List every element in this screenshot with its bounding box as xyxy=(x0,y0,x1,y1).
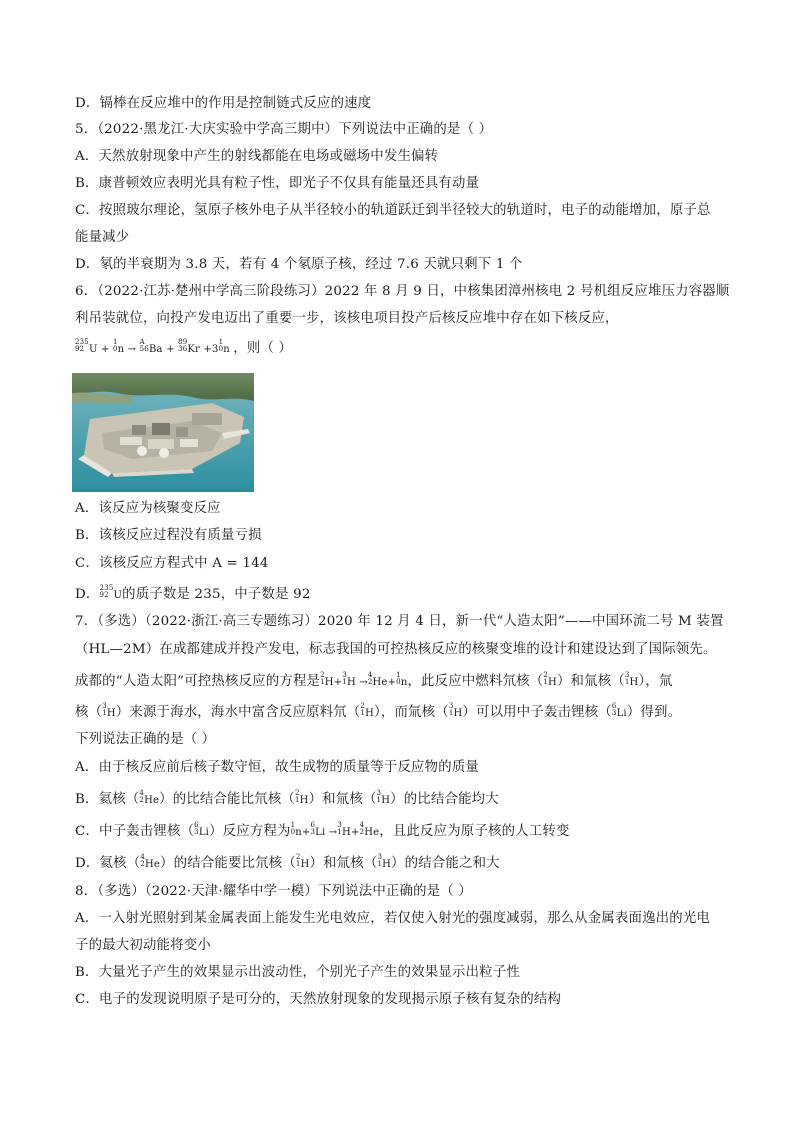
q8-option-a-line1[interactable]: A．一入射光照射到某金属表面上能发生光电效应，若仅使入射光的强度减弱，那么从金属表面逸出的光电 xyxy=(75,911,711,926)
q5-option-c-line1[interactable]: C．按照玻尔理论，氢原子核外电子从半径较小的轨道跃迁到半径较大的轨道时，电子的动能增加，原子总 xyxy=(75,203,711,218)
q7-stem-line3: 成都的“人造太阳”可控热核反应的方程是 2 1 H+ 3 1 H → 4 2 He+ 1 0 n，此反应中燃料氘核（ 2 1 H）和氚核（ 3 1 H），氚 xyxy=(75,671,673,689)
q5-option-c-line2[interactable]: 能量减少 xyxy=(75,230,130,245)
q6-option-b[interactable]: B．该核反应过程没有质量亏损 xyxy=(75,528,262,543)
q7-stem-line4: 核（ 3 1 H）来源于海水，海水中富含反应原料氘（ 2 1 H），而氚核（ 3 1 H）可以用中子轰击锂核（ 6 3 Li）得到。 xyxy=(75,702,682,720)
isotope-index: 235 92 xyxy=(75,338,89,353)
q7-option-a[interactable]: A．由于核反应前后核子数守恒，故生成物的质量等于反应物的质量 xyxy=(75,760,479,775)
fission-equation: 235 92 U + 1 0 n → A 56 Ba + 89 36 Kr +3 1 0 n xyxy=(75,338,230,355)
q6-option-d[interactable]: D． 235 92 U的质子数是 235，中子数是 92 xyxy=(75,584,311,602)
q7-option-d[interactable]: D．氦核（ 4 2 He）的结合能要比氘核（ 2 1 H）和氚核（ 3 1 H）的结合能之和大 xyxy=(75,853,500,871)
q8-option-b[interactable]: B．大量光子产生的效果显示出波动性，个别光子产生的效果显示出粒子性 xyxy=(75,965,520,980)
isotope-index: 235 92 xyxy=(99,584,114,599)
isotope-index: 89 36 xyxy=(178,338,188,353)
q5-stem: 5．（2022·黑龙江·大庆实验中学高三期中）下列说法中正确的是（ ） xyxy=(75,122,493,137)
q7-stem-line2: （HL—2M）在成都建成并投产发电，标志我国的可控热核反应的核聚变堆的设计和建设达到了国际领先。 xyxy=(75,642,717,657)
q6-stem-line2: 利吊装就位，向投产发电迈出了重要一步，该核电项目投产后核反应堆中存在如下核反应， xyxy=(75,311,619,326)
q7-option-b[interactable]: B．氦核（ 4 2 He）的比结合能比氘核（ 2 1 H）和氚核（ 3 1 H）的比结合能均大 xyxy=(75,789,499,807)
neutron-lithium-equation: 1 0 n+ 6 3 Li → 3 1 H+ 4 2 He xyxy=(290,821,380,838)
q7-stem-line1: 7．（多选）（2022·浙江·高三专题练习）2020 年 12 月 4 日，新一代“人造太阳”——中国环流二号 M 装置 xyxy=(75,614,724,629)
q6-option-a[interactable]: A．该反应为核聚变反应 xyxy=(75,501,221,516)
fusion-equation: 2 1 H+ 3 1 H → 4 2 He+ 1 0 n xyxy=(320,671,408,688)
q8-stem: 8．（多选）（2022·天津·耀华中学一模）下列说法中正确的是（ ） xyxy=(75,884,472,899)
q7-option-c[interactable]: C．中子轰击锂核（ 6 3 Li）反应方程为 1 0 n+ 6 3 Li → 3 1 H+ 4 2 He，且此反应为原子核的人工转变 xyxy=(75,821,570,839)
nuclear-plant-photo xyxy=(72,373,254,492)
q6-stem-line1: 6．（2022·江苏·楚州中学高三阶段练习）2022 年 8 月 9 日，中核集团漳州核电 2 号机组反应堆压力容器顺 xyxy=(75,284,730,299)
q6-equation-line xyxy=(75,339,292,359)
q6-stem-tail: ，则（ ） xyxy=(233,341,293,356)
nuclear-plant-aerial-photo-icon xyxy=(72,373,254,492)
q6-option-c[interactable]: C．该核反应方程式中 A = 144 xyxy=(75,556,269,571)
q5-option-b[interactable]: B．康普顿效应表明光具有粒子性，即光子不仅具有能量还具有动量 xyxy=(75,176,480,191)
q7-stem-line5: 下列说法正确的是（ ） xyxy=(75,732,216,747)
q4-option-d[interactable]: D．镉棒在反应堆中的作用是控制链式反应的速度 xyxy=(75,96,372,111)
q5-option-d[interactable]: D．氡的半衰期为 3.8 天，若有 4 个氡原子核，经过 7.6 天就只剩下 1 个 xyxy=(75,257,523,272)
isotope-index: A 56 xyxy=(139,338,149,353)
isotope-index: 1 0 xyxy=(218,338,224,353)
q8-option-a-line2[interactable]: 子的最大初动能将变小 xyxy=(75,938,211,953)
isotope-index: 1 0 xyxy=(112,338,118,353)
q8-option-c[interactable]: C．电子的发现说明原子是可分的，天然放射现象的发现揭示原子核有复杂的结构 xyxy=(75,992,562,1007)
q5-option-a[interactable]: A．天然放射现象中产生的射线都能在电场或磁场中发生偏转 xyxy=(75,149,439,164)
